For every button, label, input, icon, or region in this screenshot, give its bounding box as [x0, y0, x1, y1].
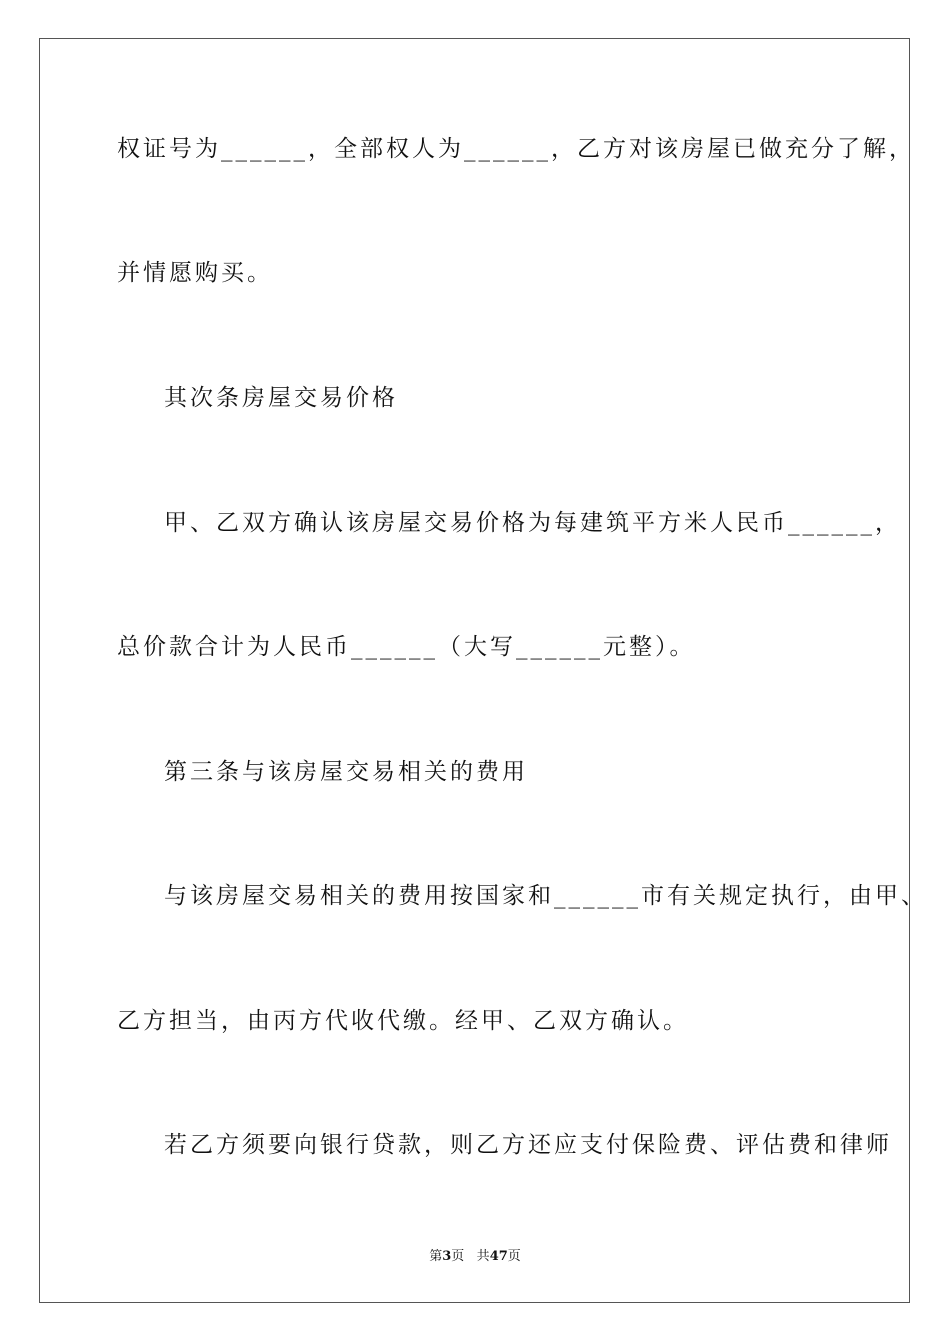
paragraph-line-7: 若乙方须要向银行贷款，则乙方还应支付保险费、评估费和律师: [164, 1132, 892, 1158]
paragraph-line-1: 权证号为______，全部权人为______，乙方对该房屋已做充分了解，: [117, 136, 915, 162]
footer-page-number: 3: [442, 1249, 452, 1264]
footer-page-prefix: 第: [429, 1249, 443, 1264]
paragraph-line-4: 总价款合计为人民币______（大写______元整）。: [117, 634, 696, 660]
paragraph-line-6: 乙方担当，由丙方代收代缴。经甲、乙双方确认。: [117, 1008, 689, 1034]
footer-total-prefix: 共: [476, 1249, 490, 1264]
paragraph-line-2: 并情愿购买。: [117, 260, 273, 286]
section-heading-article-2: 其次条房屋交易价格: [164, 385, 398, 411]
footer-page-suffix: 页: [451, 1249, 465, 1264]
page-footer: [0, 1248, 950, 1266]
paragraph-line-5: 与该房屋交易相关的费用按国家和______市有关规定执行，由甲、: [164, 883, 927, 909]
page-border: [39, 38, 910, 1303]
section-heading-article-3: 第三条与该房屋交易相关的费用: [164, 759, 528, 785]
paragraph-line-3: 甲、乙双方确认该房屋交易价格为每建筑平方米人民币______，: [164, 510, 901, 536]
footer-total-suffix: 页: [507, 1249, 521, 1264]
footer-total-pages: 47: [489, 1249, 508, 1264]
